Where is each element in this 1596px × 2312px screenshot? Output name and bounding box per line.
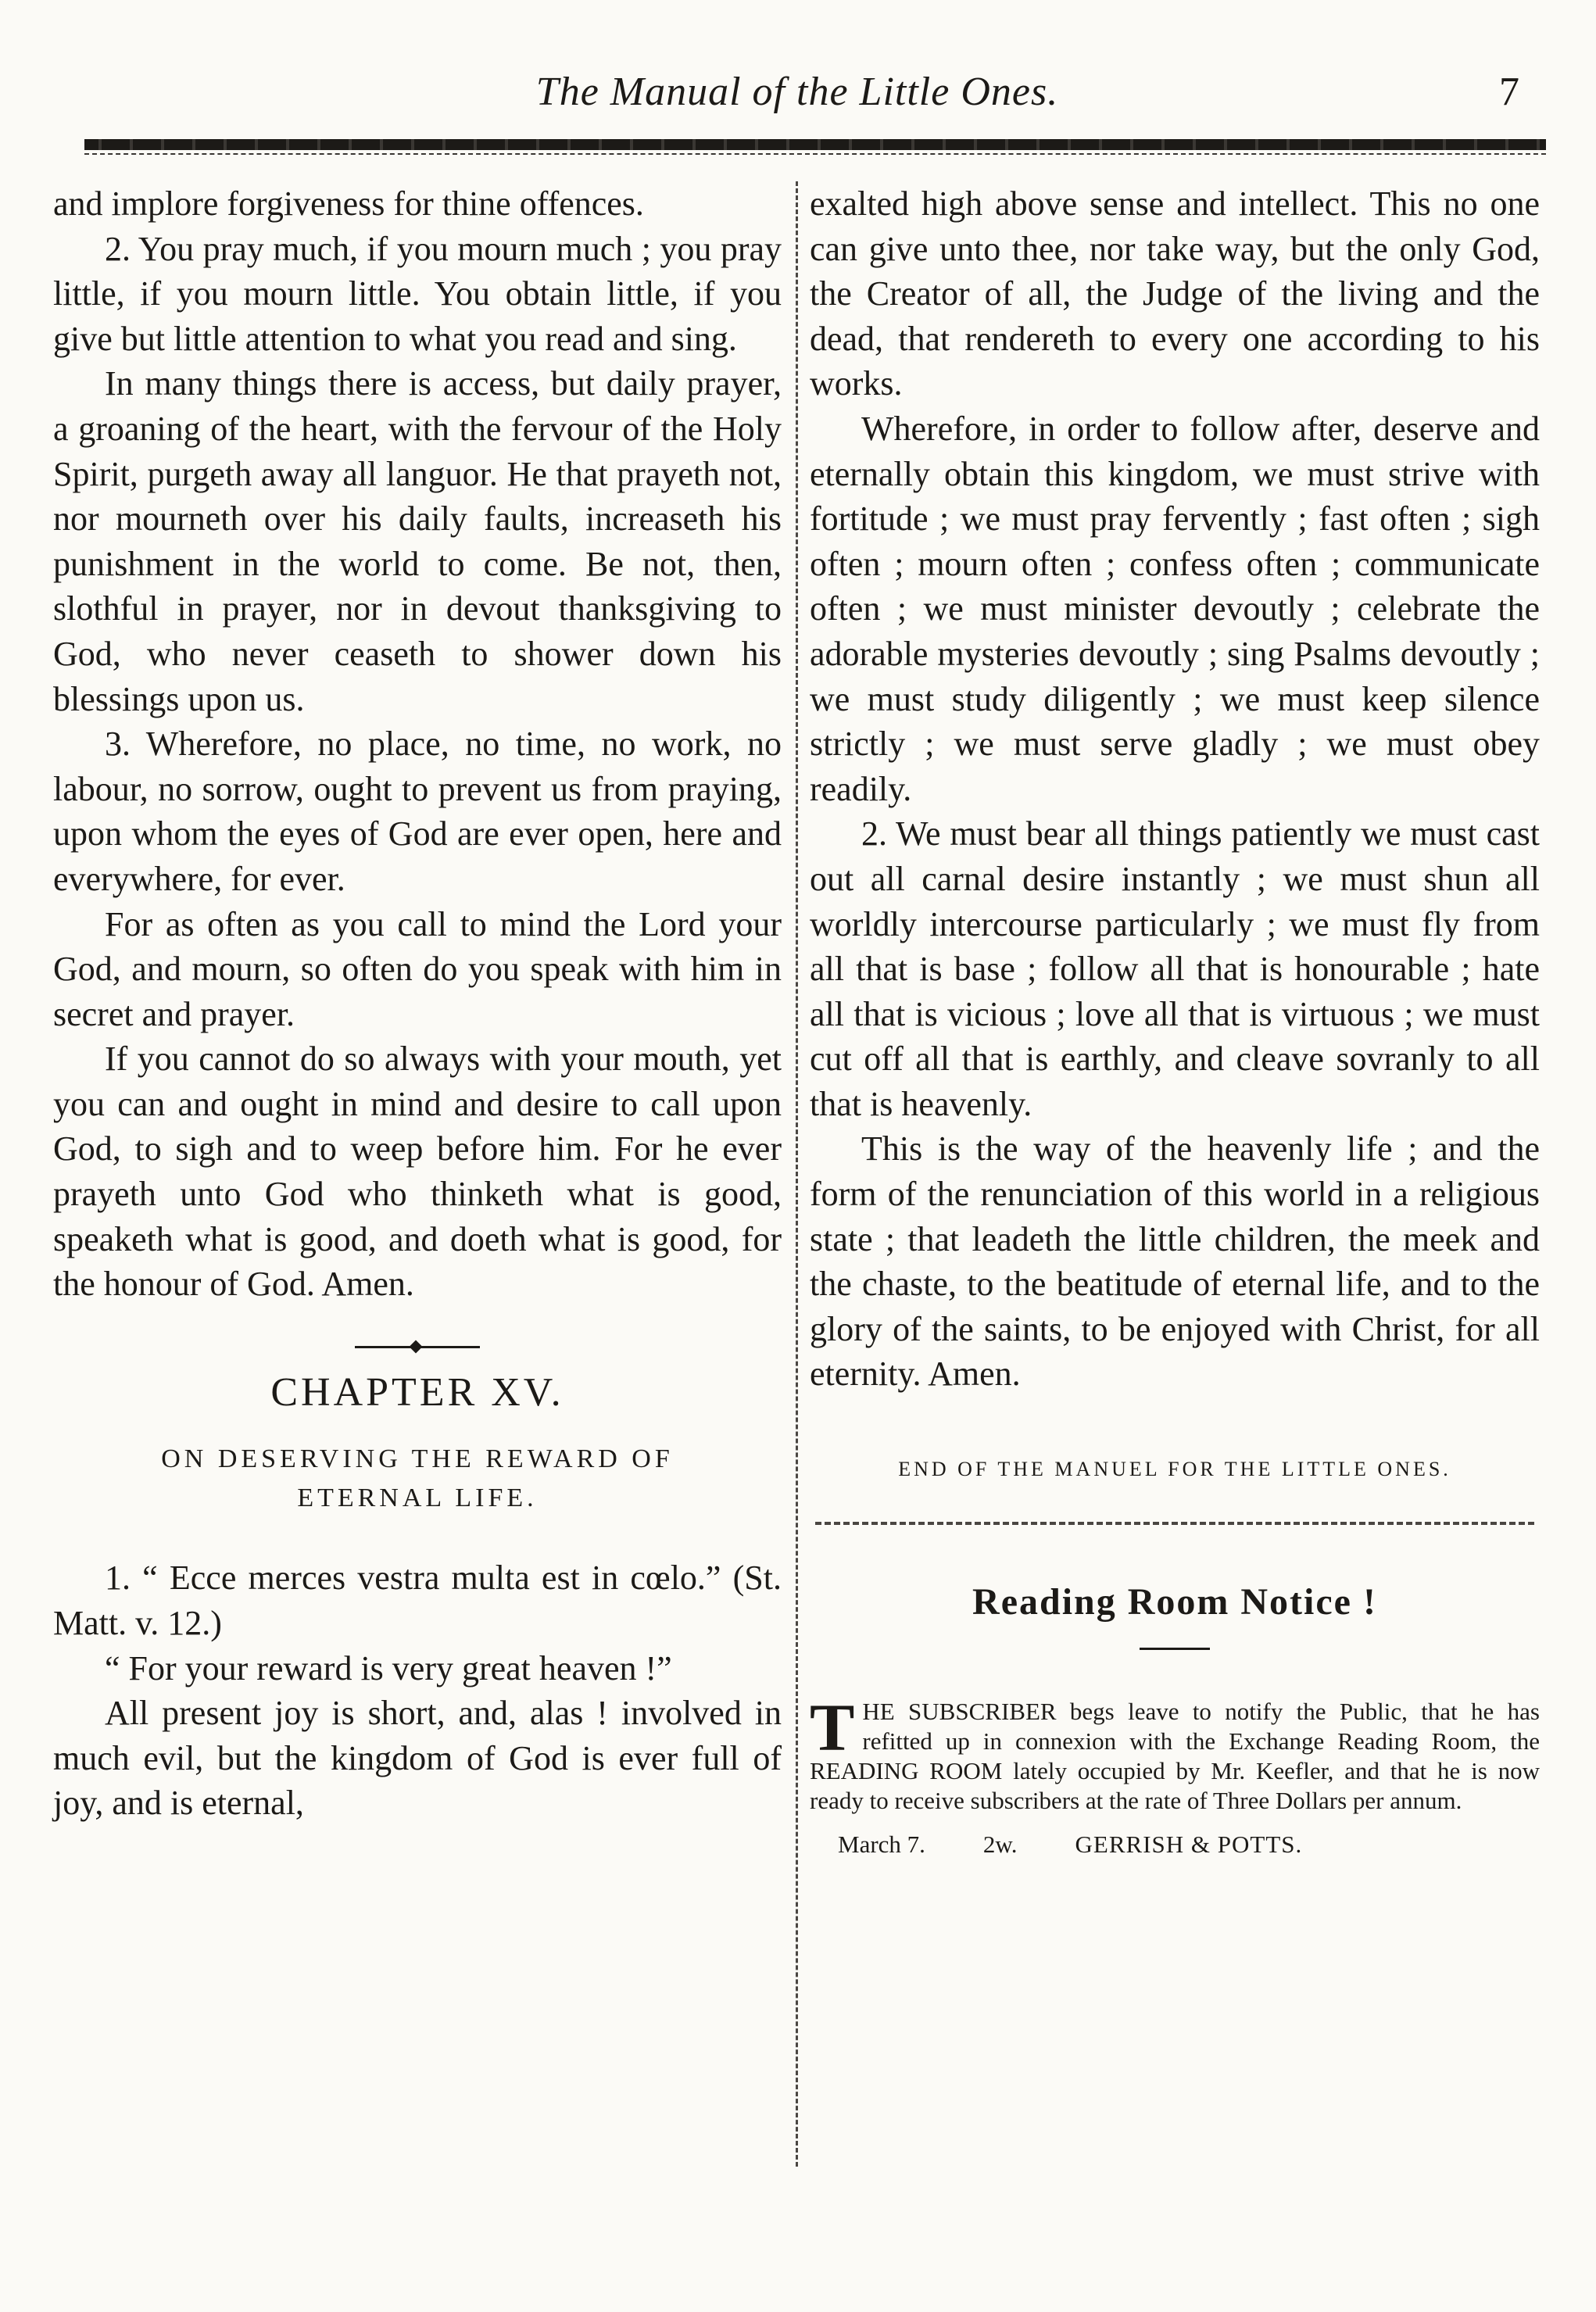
paragraph: 3. Wherefore, no place, no time, no work, no labour, no sorrow, ought to prevent us from praying, upon whom the eyes of God are ever open, here and everywhere, for ever.: [53, 725, 782, 898]
notice-title: Reading Room Notice !: [972, 1580, 1377, 1623]
dashed-rule: [815, 1522, 1534, 1525]
notice-date: March 7.: [838, 1831, 925, 1859]
notice-body-text: HE SUBSCRIBER begs leave to notify the Public, that he has refitted up in connexion with the Exchange Reading Room, the READING ROOM lately occupied by Mr. Keefler, and that he is now ready to receive subscribers at the rate of Three Dollars per annum.: [810, 1698, 1540, 1815]
chapter-subtitle: ON DESERVING THE REWARD OF ETERNAL LIFE.: [161, 1444, 674, 1513]
reading-room-notice: [810, 1690, 1540, 1859]
notice-drop-cap: T: [810, 1690, 855, 1766]
left-column: [53, 181, 782, 1826]
chapter-heading: CHAPTER XV.: [270, 1369, 564, 1415]
paragraph: 2. We must bear all things patiently we must cast out all carnal desire instantly ; we must shun all worldly intercourse particularly ; we must fly from all that is base ; follow all that is honourable ; hate all that is vicious ; love all that is virtuous ; we must cut off all that is earthly, and cleave sovranly to all that is heavenly.: [810, 814, 1540, 1123]
page-number: 7: [1499, 70, 1519, 114]
column-divider: [796, 181, 798, 2167]
notice-rule: [1140, 1648, 1210, 1650]
paragraph: This is the way of the heavenly life ; and the form of the renunciation of this world in a religious state ; that leadeth the little children, the meek and the chaste, to the beatitude of eternal life, and to the glory of the saints, to be enjoyed with Christ, for all eternity. Amen.: [810, 1129, 1540, 1394]
paragraph: All present joy is short, and, alas ! involved in much evil, but the kingdom of God is ever full of joy, and is eternal,: [53, 1694, 782, 1823]
running-title: The Manual of the Little Ones.: [535, 70, 1059, 114]
chapter-ornament: [355, 1346, 480, 1348]
paragraph: and implore forgiveness for thine offences.: [53, 184, 644, 223]
paragraph: 2. You pray much, if you mourn much ; you pray little, if you mourn little. You obtain little, if you give but little attention to what you read and sing.: [53, 229, 782, 358]
notice-footer: [810, 1830, 1540, 1859]
paragraph: If you cannot do so always with your mouth, yet you can and ought in mind and desire to call upon God, to sigh and to weep before him. For he ever prayeth unto God who thinketh what is good, speaketh what is good, and doeth what is good, for the honour of God. Amen.: [53, 1040, 782, 1304]
paragraph: 1. “ Ecce merces vestra multa est in cœlo.” (St. Matt. v. 12.): [53, 1559, 782, 1643]
paragraph: In many things there is access, but daily prayer, a groaning of the heart, with the fervour of the Holy Spirit, purgeth away all languor. He that prayeth not, nor mourneth over his daily faults, increaseth his punishment in the world to come. Be not, then, slothful in prayer, nor in devout thanksgiving to God, who never ceaseth to shower down his blessings upon us.: [53, 364, 782, 718]
paragraph: “ For your reward is very great heaven !”: [105, 1648, 672, 1687]
header-rule: [84, 139, 1546, 150]
end-note: END OF THE MANUEL FOR THE LITTLE ONES.: [898, 1458, 1451, 1481]
notice-signature: GERRISH & POTTS.: [1075, 1831, 1303, 1859]
paragraph: For as often as you call to mind the Lord your God, and mourn, so often do you speak with him in secret and prayer.: [53, 904, 782, 1033]
notice-frequency: 2w.: [982, 1831, 1018, 1859]
paragraph: exalted high above sense and intellect. This no one can give unto thee, nor take way, but the only God, the Creator of all, the Judge of the living and the dead, that rendereth to every one according to his works.: [810, 184, 1540, 403]
right-column: [810, 181, 1540, 1859]
page-header: [47, 69, 1548, 123]
paragraph: Wherefore, in order to follow after, deserve and eternally obtain this kingdom, we must strive with fortitude ; we must pray fervently ; fast often ; sigh often ; mourn often ; confess often ; communicate often ; we must minister devoutly ; celebrate the adorable mysteries devoutly ; sing Psalms devoutly ; we must study diligently ; we must keep silence strictly ; we must serve gladly ; we must obey readily.: [810, 409, 1540, 808]
